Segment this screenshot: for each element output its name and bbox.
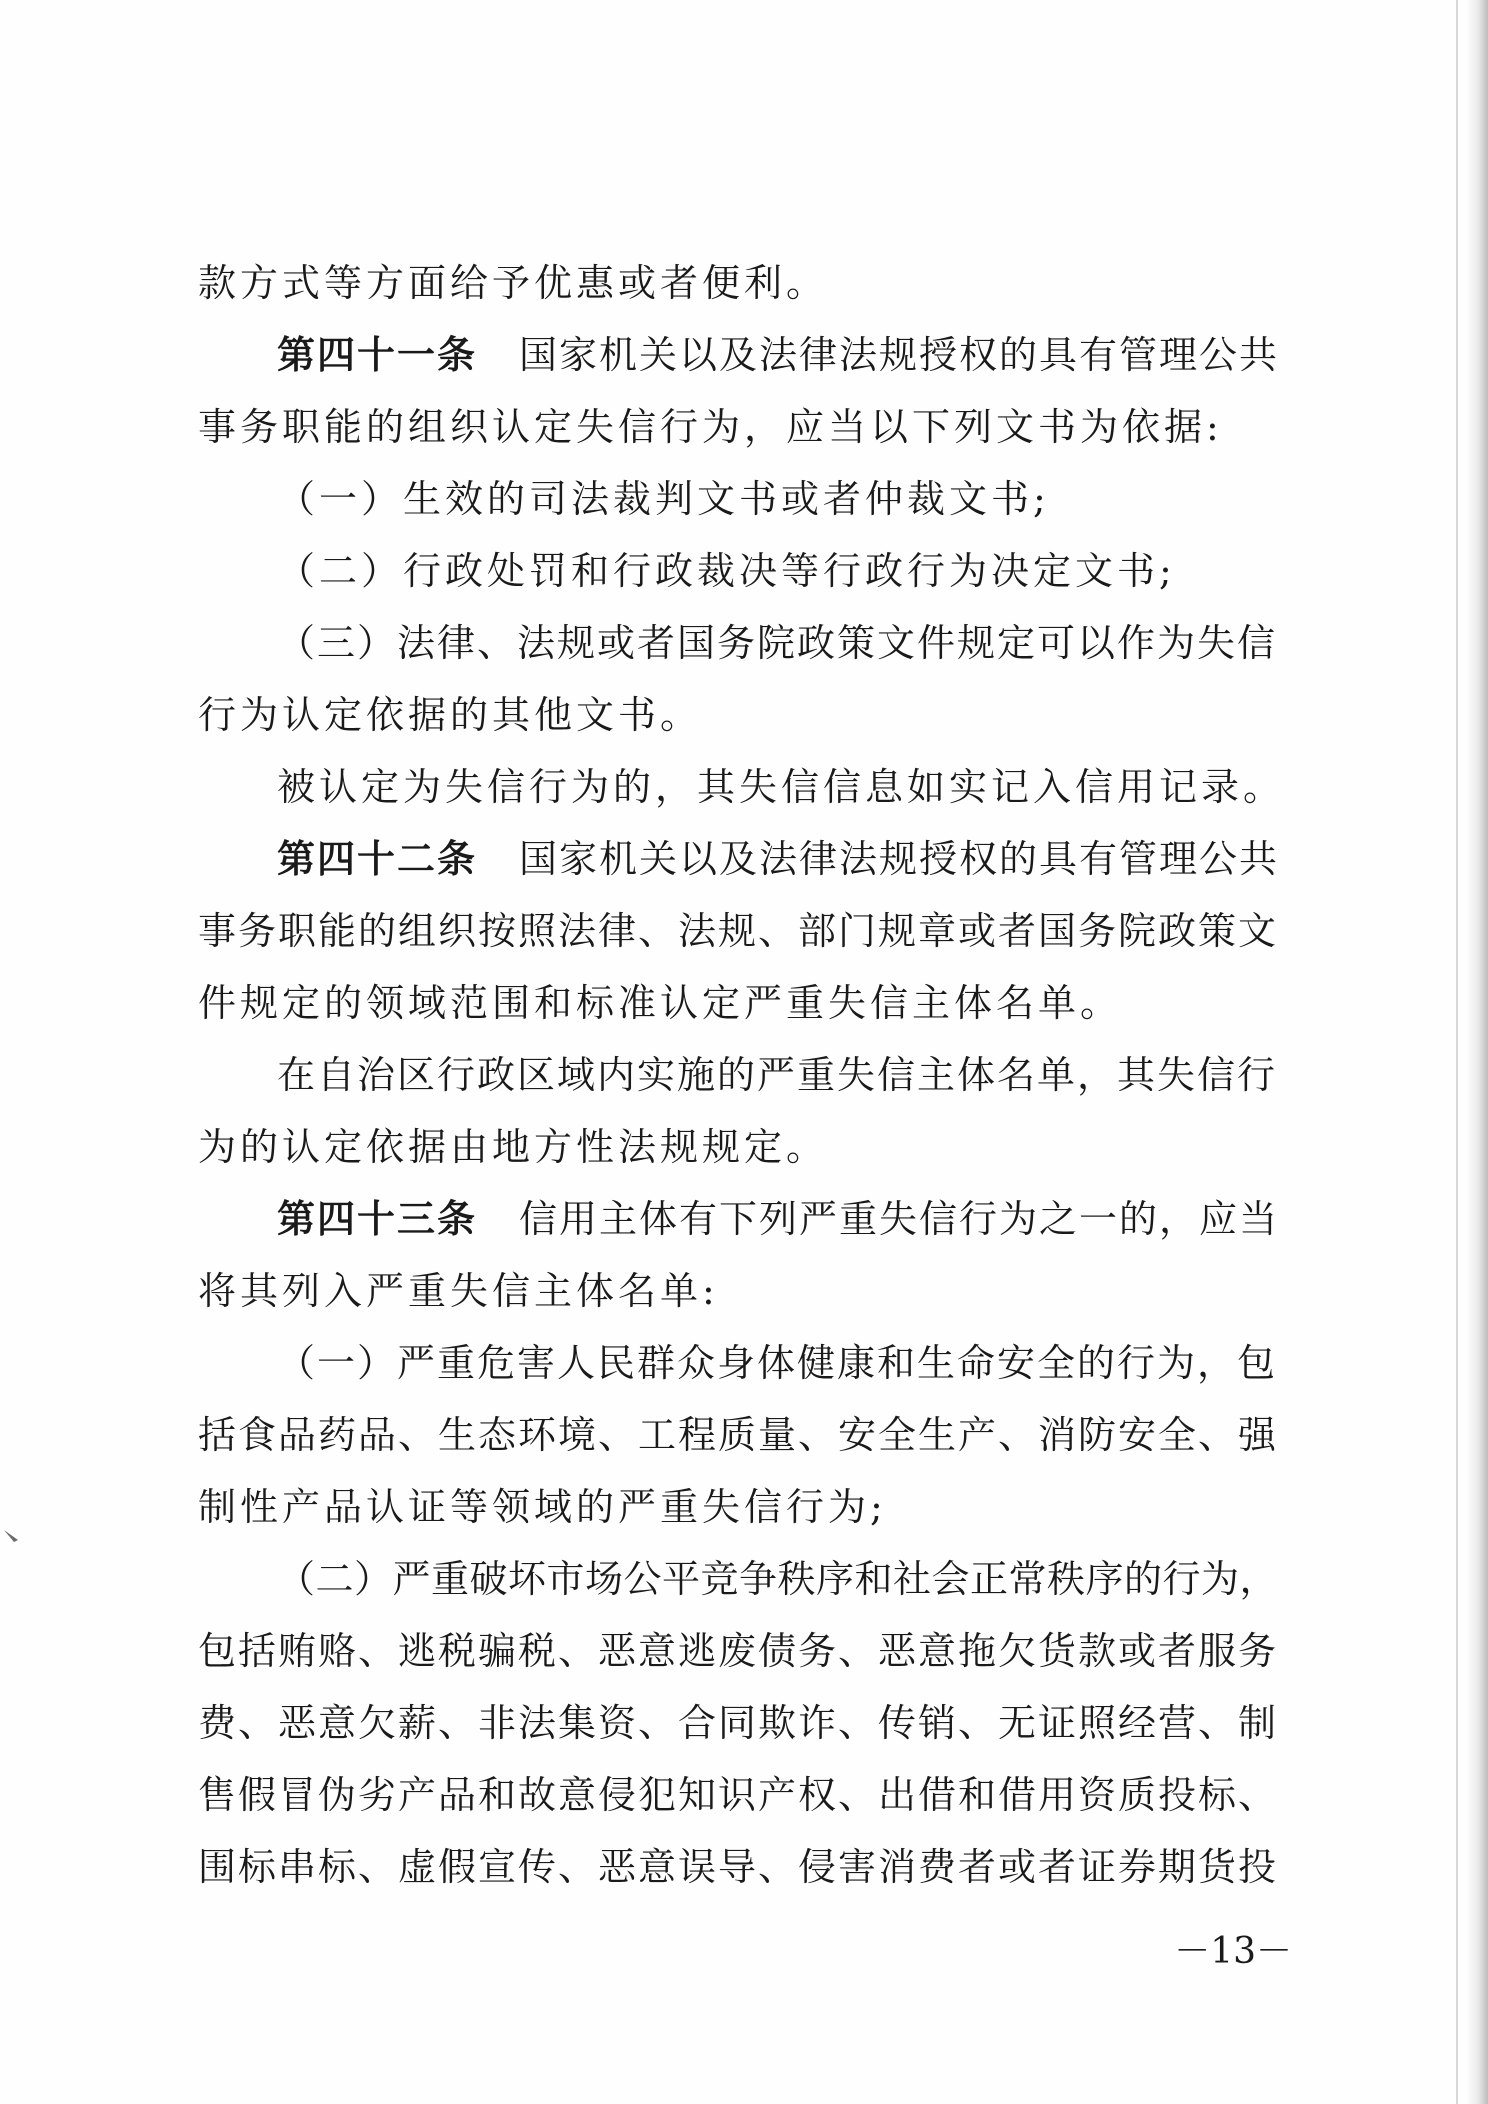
line-text: 制性产品认证等领域的严重失信行为; (198, 1485, 887, 1529)
line-text: （一）严重危害人民群众身体健康和生命安全的行为，包 (277, 1341, 1278, 1385)
text-line (198, 895, 1288, 967)
line-text: 国家机关以及法律法规授权的具有管理公共 (519, 837, 1280, 881)
paragraph-line (198, 1039, 1288, 1111)
line-text: （一）生效的司法裁判文书或者仲裁文书; (277, 477, 1050, 521)
paragraph-line (198, 751, 1288, 823)
text-line (198, 1831, 1288, 1903)
line-text: （三）法律、法规或者国务院政策文件规定可以作为失信 (277, 621, 1278, 665)
text-line (198, 679, 1288, 751)
article-heading-line (198, 319, 1288, 391)
line-text: 围标串标、虚假宣传、恶意误导、侵害消费者或者证券期货投 (198, 1845, 1279, 1889)
list-item-line (198, 607, 1288, 679)
list-item-line (198, 535, 1288, 607)
text-line (198, 1399, 1288, 1471)
list-item-line (198, 463, 1288, 535)
article-number: 第四十一条 (277, 333, 478, 377)
text-line (198, 1759, 1288, 1831)
document-body (198, 247, 1288, 1903)
line-text: 事务职能的组织按照法律、法规、部门规章或者国务院政策文 (198, 909, 1279, 953)
line-text: 费、恶意欠薪、非法集资、合同欺诈、传销、无证照经营、制 (198, 1701, 1279, 1745)
line-text: 将其列入严重失信主体名单: (198, 1269, 719, 1313)
line-text: 在自治区行政区域内实施的严重失信主体名单，其失信行 (277, 1053, 1278, 1097)
line-text: 括食品药品、生态环境、工程质量、安全生产、消防安全、强 (198, 1413, 1279, 1457)
text-line (198, 247, 1288, 319)
article-number: 第四十二条 (277, 837, 478, 881)
line-text: 事务职能的组织认定失信行为，应当以下列文书为依据: (198, 405, 1223, 449)
text-line (198, 1255, 1288, 1327)
list-item-line (198, 1327, 1288, 1399)
article-heading-line (198, 1183, 1288, 1255)
article-heading-line (198, 823, 1288, 895)
line-text: 为的认定依据由地方性法规规定。 (198, 1125, 829, 1169)
line-text: 国家机关以及法律法规授权的具有管理公共 (519, 333, 1280, 377)
list-item-line (198, 1543, 1288, 1615)
text-line (198, 1615, 1288, 1687)
text-line (198, 1687, 1288, 1759)
line-text: 售假冒伪劣产品和故意侵犯知识产权、出借和借用资质投标、 (198, 1773, 1279, 1817)
line-text: （二）严重破坏市场公平竞争秩序和社会正常秩序的行为， (277, 1557, 1279, 1601)
line-text: 信用主体有下列严重失信行为之一的，应当 (519, 1197, 1280, 1241)
article-number: 第四十三条 (277, 1197, 478, 1241)
scan-edge-shadow (1466, 0, 1488, 2104)
text-line (198, 391, 1288, 463)
text-line (198, 1471, 1288, 1543)
text-line (198, 1111, 1288, 1183)
text-line (198, 967, 1288, 1039)
line-text: 被认定为失信行为的，其失信信息如实记入信用记录。 (277, 765, 1286, 809)
line-text: 款方式等方面给予优惠或者便利。 (198, 261, 829, 305)
scan-mark-icon (4, 1530, 18, 1542)
line-text: 行为认定依据的其他文书。 (198, 693, 703, 737)
page-number: －13－ (1174, 1931, 1292, 1972)
line-text: 件规定的领域范围和标准认定严重失信主体名单。 (198, 981, 1123, 1025)
line-text: （二）行政处罚和行政裁决等行政行为决定文书; (277, 549, 1176, 593)
scan-edge-line (1456, 0, 1458, 2104)
line-text: 包括贿赂、逃税骗税、恶意逃废债务、恶意拖欠货款或者服务 (198, 1629, 1279, 1673)
